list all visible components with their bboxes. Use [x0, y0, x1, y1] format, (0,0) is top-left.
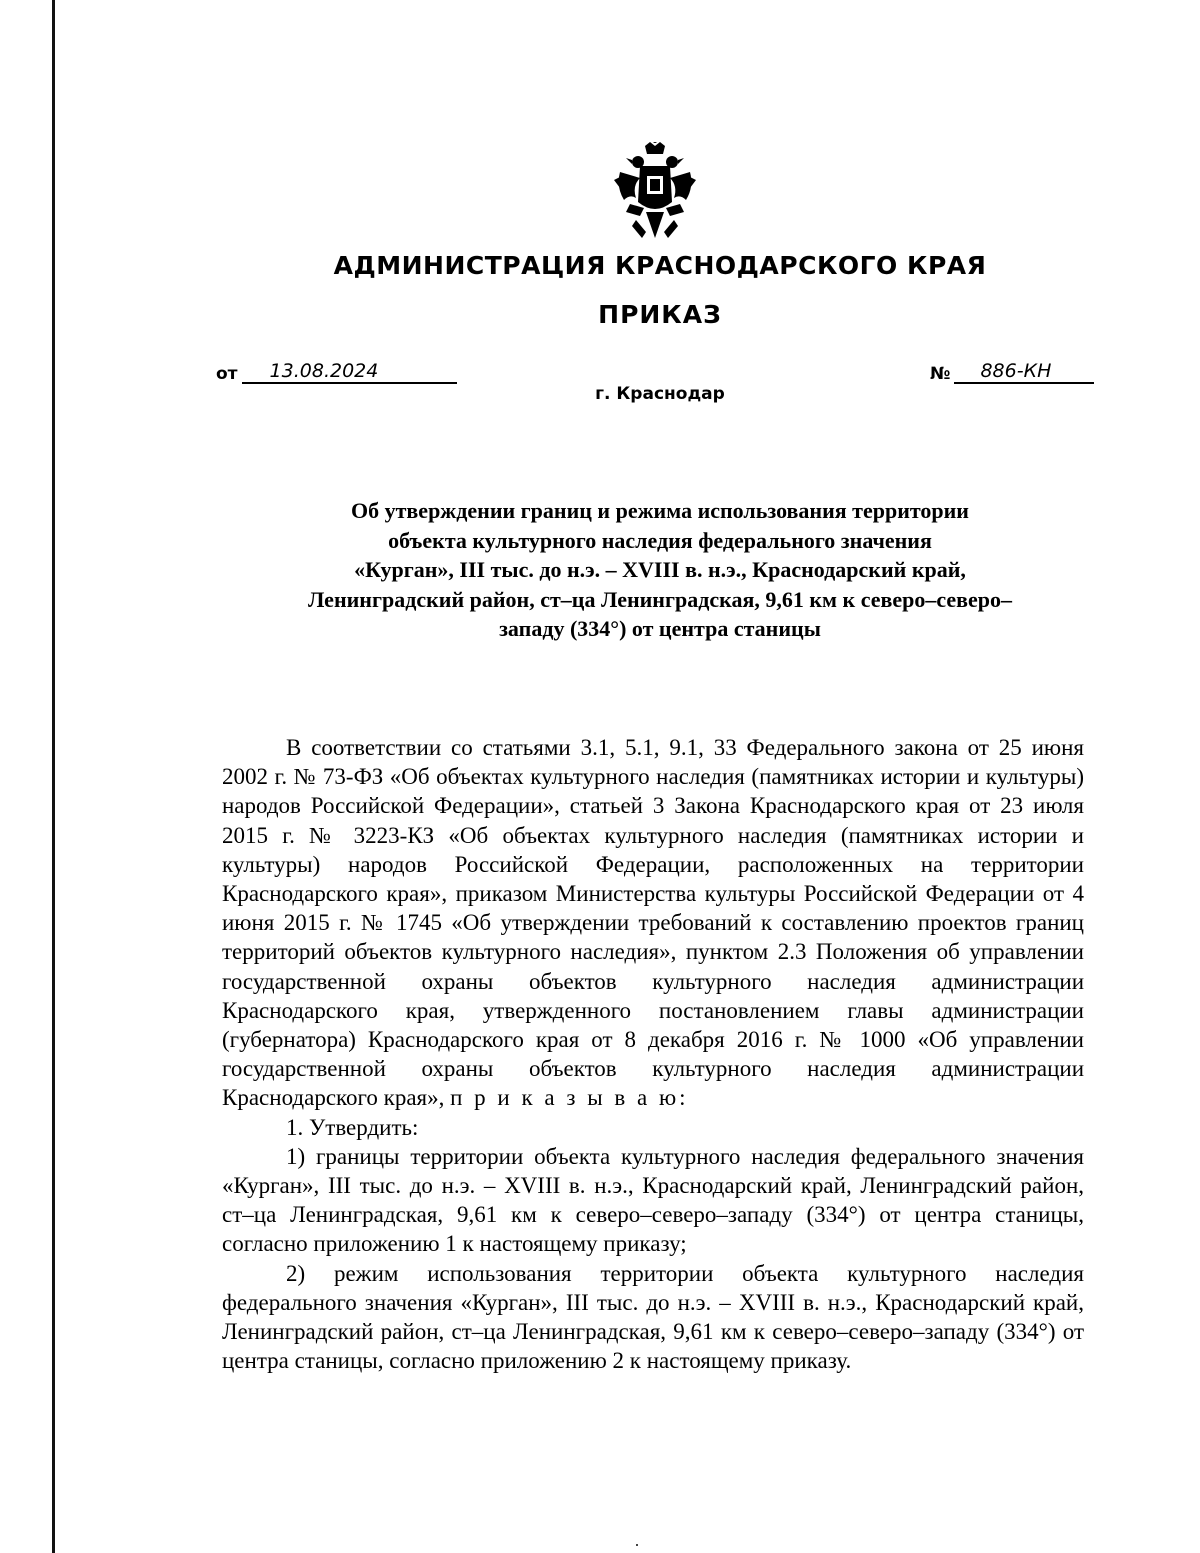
subject-line: Ленинградский район, ст–ца Ленинградская, 9,61 км к северо–северо– [307, 586, 1013, 612]
subject-line: Об утверждении границ и режима использования территории [351, 498, 969, 523]
document-body [222, 733, 1084, 1375]
preamble-text: В соответствии со статьями 3.1, 5.1, 9.1, 33 Федерального закона от 25 июня 2002 г. № 73-ФЗ «Об объектах культурного наследия (памятниках истории и культуры) народов Российской Федерации», статьей 3 Закона Краснодарского края от 23 июля 2015 г. № 3223-КЗ «Об объектах культурного наследия (памятниках истории и культуры) народов Российской Федерации, расположенных на территории Краснодарского края», приказом Министерства культуры Российской Федерации от 4 июня 2015 г. № 1745 «Об утверждении требований к составлению проектов границ территорий объектов культурного наследия», пунктом 2.3 Положения об управлении государственной охраны объектов культурного наследия администрации Краснодарского края, утвержденного постановлением главы администрации (губернатора) Краснодарского края от 8 декабря 2016 г. № 1000 «Об управлении государственной охраны объектов культурного наследия администрации Краснодарского края», [222, 735, 1084, 1111]
order-word: п р и к а з ы в а ю: [450, 1085, 689, 1111]
organization-title: АДМИНИСТРАЦИЯ КРАСНОДАРСКОГО КРАЯ [333, 251, 987, 280]
number-label: № [930, 364, 951, 384]
item-1: 1. Утвердить: [286, 1114, 419, 1140]
document-subject [200, 496, 1120, 644]
number-line [930, 360, 1094, 384]
city-label: г. Краснодар [595, 384, 725, 404]
number-value: 886-КН [954, 360, 1094, 384]
item-1-2: 2) режим использования территории объекта культурного наследия федерального значения «Курган», III тыс. до н.э. – XVIII в. н.э., Краснодарский край, Ленинградский район, ст–ца Ленинградская, 9,61 км к северо–северо–западу (334°) от центра станицы, согласно приложению 2 к настоящему приказу. [222, 1260, 1084, 1374]
document-type-title: ПРИКАЗ [598, 300, 722, 329]
page-binding-line [52, 0, 55, 1553]
preamble-paragraph [222, 733, 1084, 1113]
date-value: 13.08.2024 [242, 360, 457, 384]
item-1-1: 1) границы территории объекта культурного наследия федерального значения «Курган», III тыс. до н.э. – XVIII в. н.э., Краснодарский край, Ленинградский район, ст–ца Ленинградская, 9,61 км к северо–северо–западу (334°) от центра станицы, согласно приложению 1 к настоящему приказу; [222, 1143, 1084, 1257]
date-line [216, 360, 457, 384]
date-label: от [216, 364, 238, 384]
scan-speck [636, 1544, 638, 1546]
subject-line: «Курган», III тыс. до н.э. – XVIII в. н.э., Краснодарский край, [354, 557, 966, 582]
subject-line: объекта культурного наследия федерального значения [388, 527, 932, 553]
subject-line: западу (334°) от центра станицы [499, 616, 821, 641]
coat-of-arms-icon [610, 142, 700, 242]
